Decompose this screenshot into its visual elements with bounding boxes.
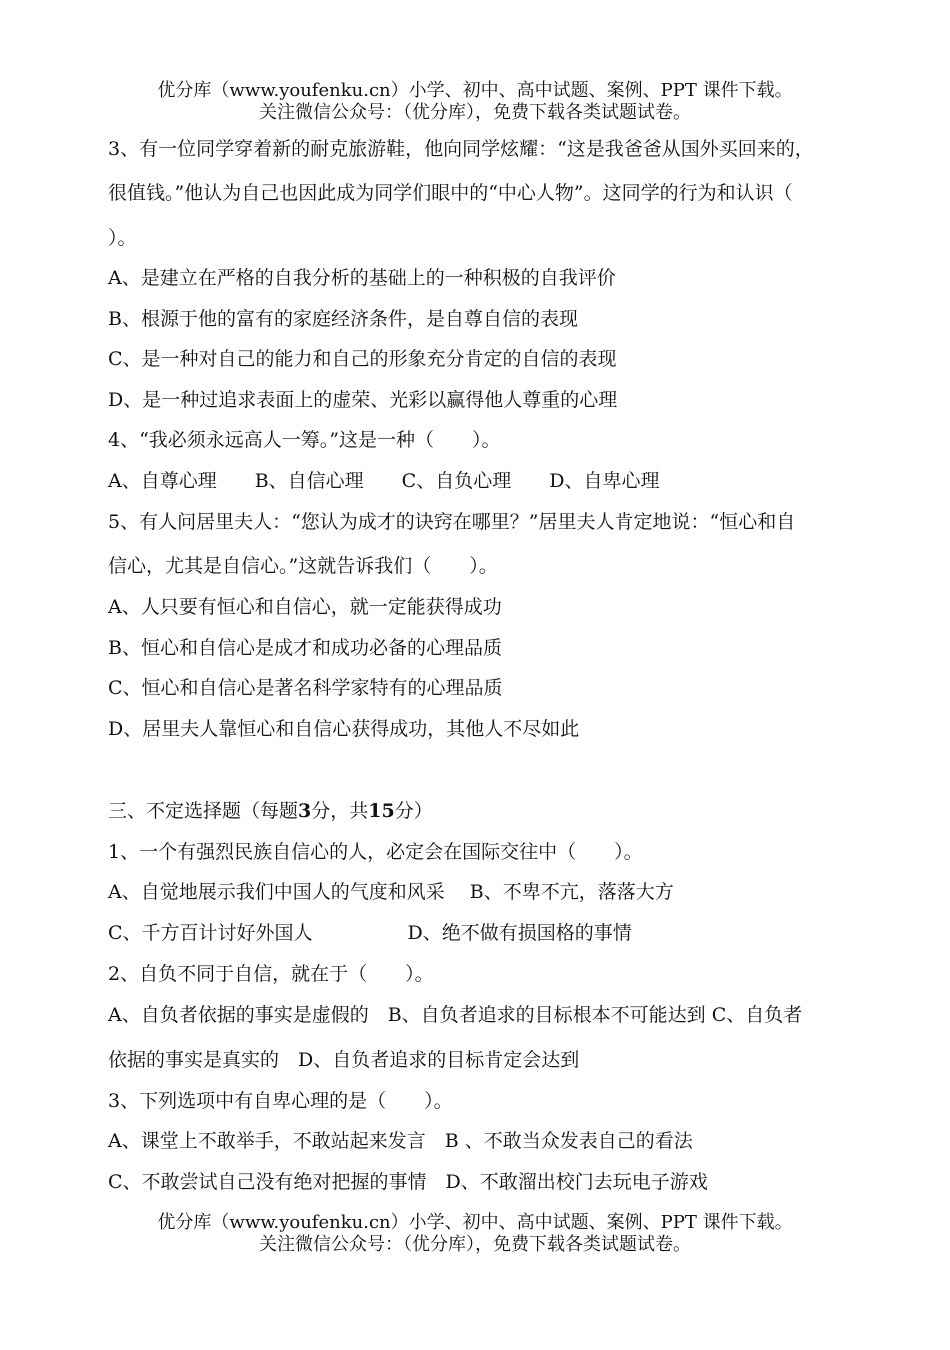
question-5-text-line-1: 5、有人问居里夫人：“您认为成才的诀窍在哪里？”居里夫人肯定地说：“恒心和自 xyxy=(108,511,796,533)
s3-question-3-options-line-1: A、课堂上不敢举手，不敢站起来发言 B 、不敢当众发表自己的看法 xyxy=(108,1130,693,1152)
section-3-title-suffix: 分） xyxy=(394,800,433,822)
question-3-text-line-1: 3、有一位同学穿着新的耐克旅游鞋，他向同学炫耀：“这是我爸爸从国外买回来的， xyxy=(108,138,814,160)
question-3-text-line-2: 很值钱。”他认为自己也因此成为同学们眼中的“中心人物”。这同学的行为和认识（ xyxy=(108,182,793,204)
s3-question-1-options-line-1: A、自觉地展示我们中国人的气度和风采 B、不卑不亢，落落大方 xyxy=(108,881,674,903)
question-5-option-d: D、居里夫人靠恒心和自信心获得成功，其他人不尽如此 xyxy=(108,718,580,740)
s3-question-2-text: 2、自负不同于自信，就在于（ ）。 xyxy=(108,963,434,985)
section-3-title-middle: 分，共 xyxy=(311,800,369,822)
section-3-title-prefix: 三、不定选择题（每题 xyxy=(108,800,299,822)
footer-line-2: 关注微信公众号：（优分库），免费下载各类试题试卷。 xyxy=(259,1234,691,1255)
question-5-option-b: B、恒心和自信心是成才和成功必备的心理品质 xyxy=(108,637,502,659)
question-3-option-a: A、是建立在严格的自我分析的基础上的一种积极的自我评价 xyxy=(108,267,616,289)
question-3-option-b: B、根源于他的富有的家庭经济条件，是自尊自信的表现 xyxy=(108,308,578,330)
question-5-text-line-2: 信心，尤其是自信心。”这就告诉我们（ ）。 xyxy=(108,555,498,577)
question-5-option-a: A、人只要有恒心和自信心，就一定能获得成功 xyxy=(108,596,502,618)
question-3-option-c: C、是一种对自己的能力和自己的形象充分肯定的自信的表现 xyxy=(108,348,617,370)
question-4-text: 4、“我必须永远高人一筹。”这是一种（ ）。 xyxy=(108,429,501,451)
s3-question-1-options-line-2: C、千方百计讨好外国人 D、绝不做有损国格的事情 xyxy=(108,922,632,944)
section-3-title xyxy=(108,799,868,823)
section-3-points-per-question: 3 xyxy=(298,800,312,822)
footer-line-1: 优分库（www.youfenku.cn）小学、初中、高中试题、案例、PPT 课件下载。 xyxy=(157,1212,793,1233)
question-5-option-c: C、恒心和自信心是著名科学家特有的心理品质 xyxy=(108,677,503,699)
section-3-total-points: 15 xyxy=(368,800,395,822)
s3-question-1-text: 1、一个有强烈民族自信心的人，必定会在国际交往中（ ）。 xyxy=(108,841,643,863)
s3-question-3-text: 3、下列选项中有自卑心理的是（ ）。 xyxy=(108,1090,453,1112)
s3-question-2-options-line-1: A、自负者依据的事实是虚假的 B、自负者追求的目标根本不可能达到 C、自负者 xyxy=(108,1004,803,1026)
header-line-1: 优分库（www.youfenku.cn）小学、初中、高中试题、案例、PPT 课件下载。 xyxy=(157,80,793,101)
s3-question-3-options-line-2: C、不敢尝试自己没有绝对把握的事情 D、不敢溜出校门去玩电子游戏 xyxy=(108,1171,708,1193)
s3-question-2-options-line-2: 依据的事实是真实的 D、自负者追求的目标肯定会达到 xyxy=(108,1049,580,1071)
question-4-options: A、自尊心理 B、自信心理 C、自负心理 D、自卑心理 xyxy=(108,470,660,492)
header-line-2: 关注微信公众号：（优分库），免费下载各类试题试卷。 xyxy=(259,102,691,123)
question-3-text-line-3: ）。 xyxy=(108,227,137,249)
question-3-option-d: D、是一种过追求表面上的虚荣、光彩以赢得他人尊重的心理 xyxy=(108,389,618,411)
